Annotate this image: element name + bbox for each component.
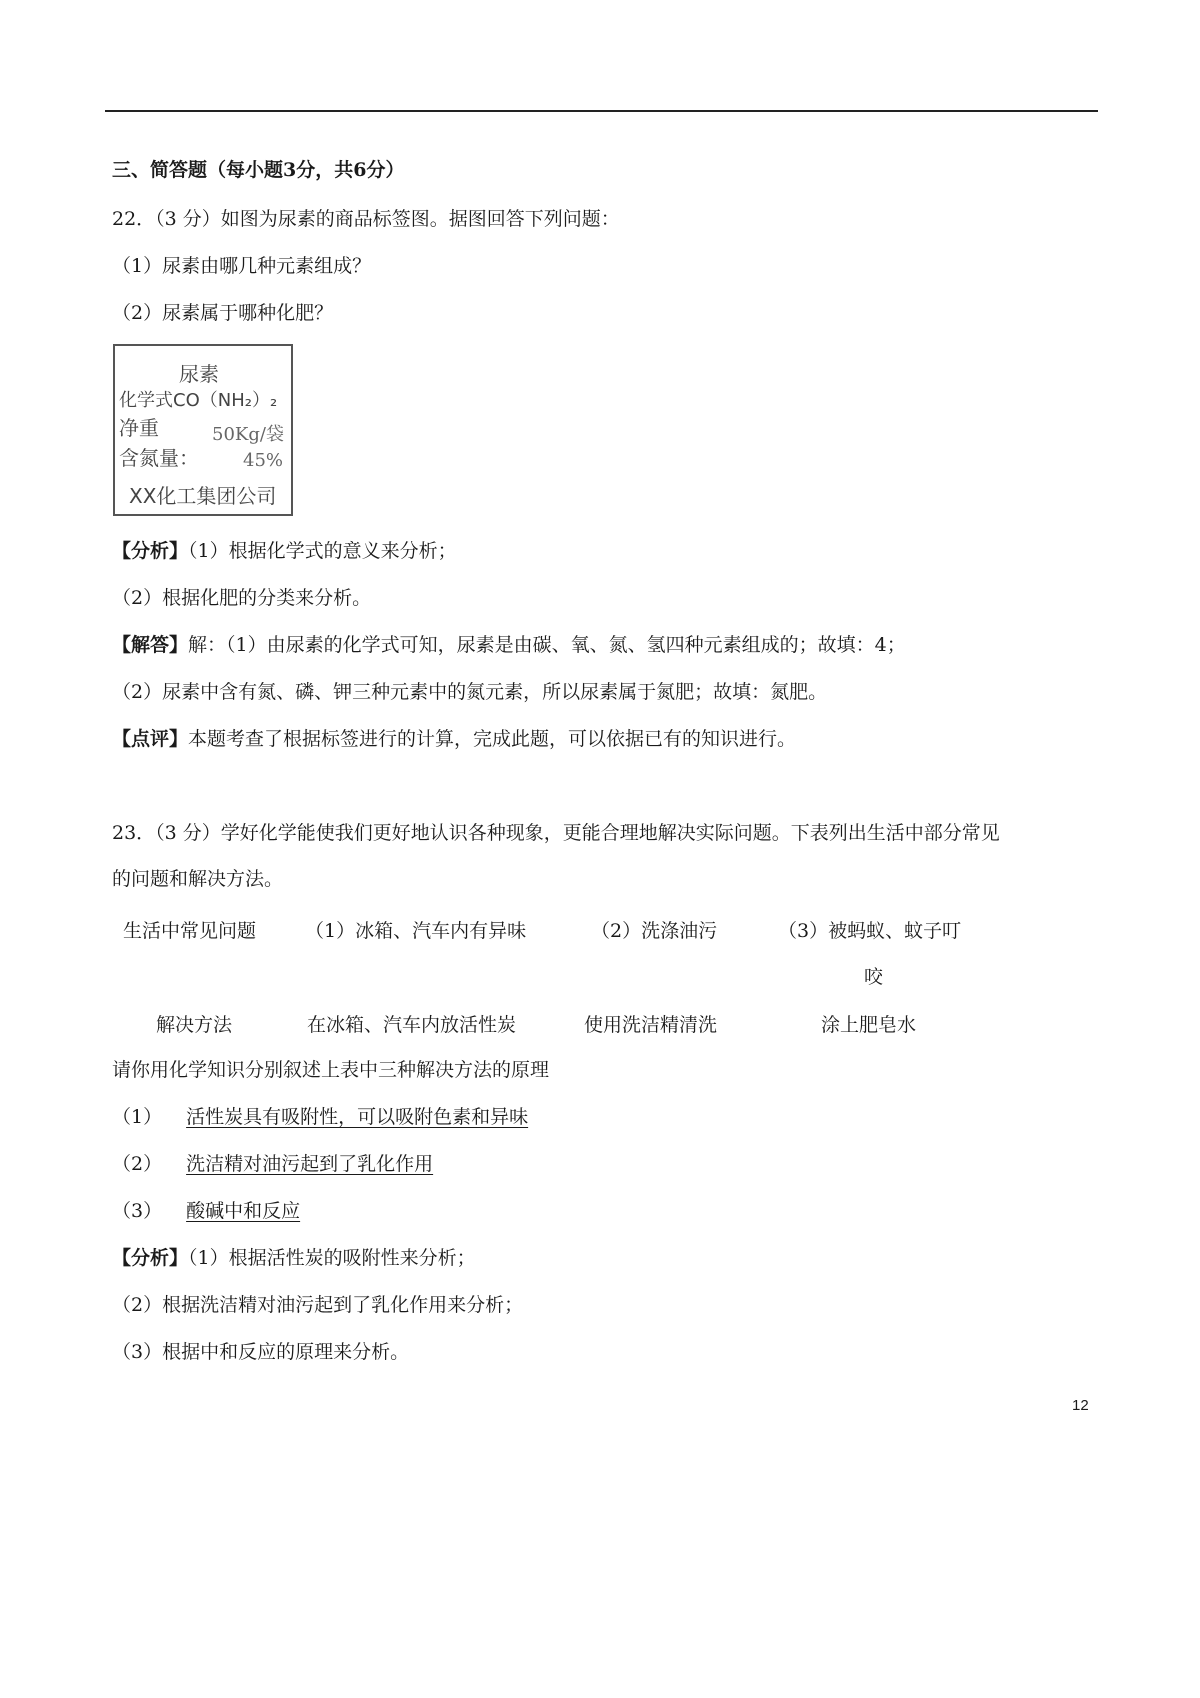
table-problem-2: （2）洗涤油污 [591,920,718,942]
analysis-tag: 【分析】 [112,1247,189,1269]
analysis-text: （1）根据活性炭的吸附性来分析； [188,1247,476,1269]
answer-blank-2 [162,1153,451,1175]
table-header-solution: 解决方法 [156,1014,233,1036]
analysis-text: （1）根据化学式的意义来分析； [188,540,457,562]
label-company: XX化工集团公司 [129,484,277,508]
q22-analysis-2: （2）根据化肥的分类来分析。 [112,587,372,609]
comment-tag: 【点评】 [112,728,189,750]
table-problem-1: （1）冰箱、汽车内有异味 [305,920,527,942]
label-formula: 化学式CO（NH₂）₂ [119,390,278,411]
label-nitrogen-key: 含氮量： [119,446,199,470]
comment-text: 本题考查了根据标签进行的计算，完成此题，可以依据已有的知识进行。 [188,728,797,750]
urea-label-figure [113,344,293,516]
answer-tag: 【解答】 [112,634,189,656]
q23-answer-3 [112,1198,318,1224]
table-solution-3: 涂上肥皂水 [821,1014,917,1036]
answer-prefix: （2） [112,1153,163,1175]
q23-answer-2 [112,1151,451,1177]
answer-prefix: （3） [112,1200,163,1222]
label-nitrogen-value: 45% [243,450,284,471]
table-solution-1: 在冰箱、汽车内放活性炭 [307,1014,517,1036]
analysis-tag: 【分析】 [112,540,189,562]
table-problem-3: （3）被蚂蚁、蚊子叮 [778,920,962,942]
q22-stem: 22．（3 分）如图为尿素的商品标签图。据图回答下列问题： [112,208,620,230]
q22-analysis-1 [112,538,457,564]
q23-analysis-3: （3）根据中和反应的原理来分析。 [112,1341,410,1363]
table-problem-3-cont: 咬 [864,966,884,988]
q22-comment [112,726,796,752]
q22-answer-1 [112,632,906,658]
header-rule [105,110,1098,112]
label-name: 尿素 [179,362,219,386]
section-title: 三、简答题（每小题3分，共6分） [112,159,405,181]
q23-analysis-1 [112,1245,476,1271]
label-weight-key: 净重 [119,416,159,440]
answer-text: 活性炭具有吸附性，可以吸附色素和异味 [186,1106,529,1128]
q23-prompt: 请你用化学知识分别叙述上表中三种解决方法的原理 [112,1059,550,1081]
answer-text: 酸碱中和反应 [186,1200,301,1222]
answer-blank-1 [162,1106,546,1128]
table-header-problem: 生活中常见问题 [123,920,257,942]
answer-prefix: （1） [112,1106,163,1128]
q23-stem-2: 的问题和解决方法。 [112,868,284,890]
answer-blank-3 [162,1200,318,1222]
q22-sub2: （2）尿素属于哪种化肥？ [112,302,334,324]
page-number: 12 [1072,1397,1089,1414]
label-weight-value: 50Kg/袋 [212,424,284,445]
q23-analysis-2: （2）根据洗洁精对油污起到了乳化作用来分析； [112,1294,524,1316]
q22-answer-2: （2）尿素中含有氮、磷、钾三种元素中的氮元素，所以尿素属于氮肥；故填：氮肥。 [112,681,828,703]
q22-sub1: （1）尿素由哪几种元素组成？ [112,255,372,277]
answer-text: 洗洁精对油污起到了乳化作用 [186,1153,434,1175]
table-solution-2: 使用洗洁精清洗 [584,1014,718,1036]
answer-text: 解：（1）由尿素的化学式可知，尿素是由碳、氧、氮、氢四种元素组成的；故填：4； [188,634,906,656]
q23-answer-1 [112,1104,546,1130]
q23-stem-1: 23．（3 分）学好化学能使我们更好地认识各种现象，更能合理地解决实际问题。下表列出生活中部分常见 [112,822,1000,844]
